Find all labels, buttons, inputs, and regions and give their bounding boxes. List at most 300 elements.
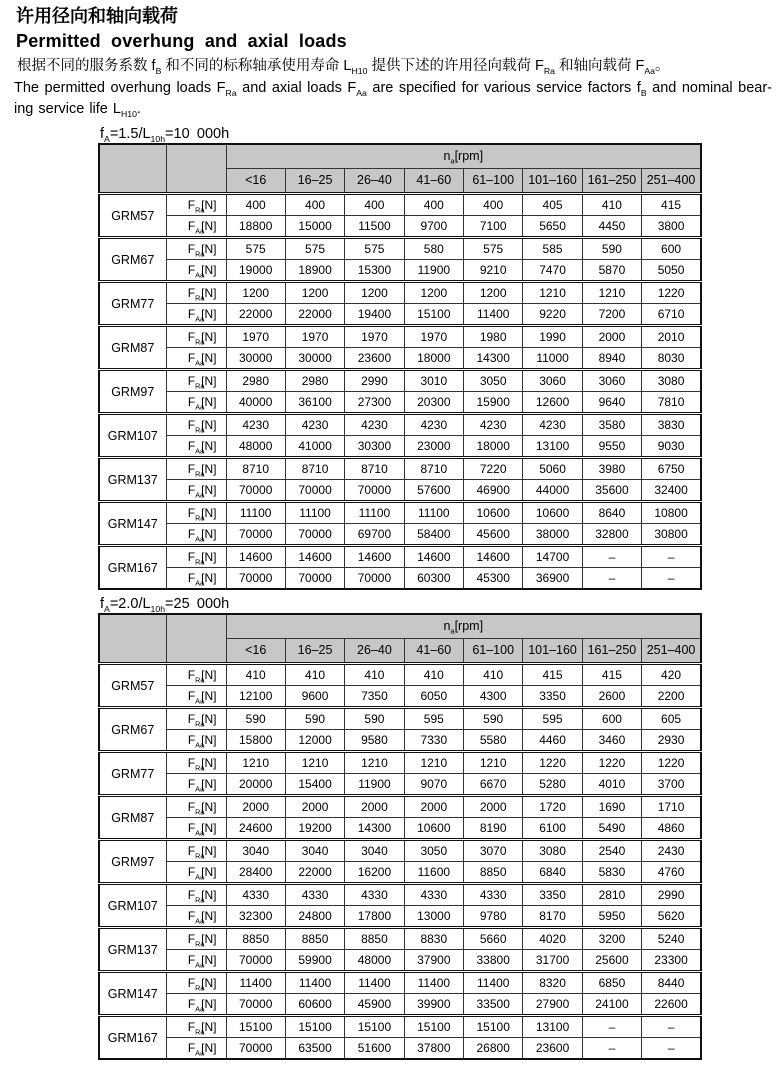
subscript: Ra <box>195 719 205 729</box>
force-unit-label: [N] <box>201 800 217 814</box>
subscript: Ra <box>543 65 555 76</box>
model-cell: GRM87 <box>99 796 166 840</box>
value-cell: 10600 <box>523 502 582 524</box>
intro-paragraph-en-line2: ing service life $L_{H10}$. <box>14 101 141 119</box>
subscript: H10 <box>120 108 137 119</box>
force-unit-label: [N] <box>201 351 217 365</box>
table-head <box>99 144 701 194</box>
force-symbol: $F_{Aa}$ <box>187 777 205 794</box>
value-cell: 22000 <box>285 304 344 326</box>
value-cell: 11400 <box>285 972 344 994</box>
table-row <box>99 950 701 972</box>
table-row <box>99 884 701 906</box>
force-unit-label: [N] <box>201 909 217 923</box>
value-cell: 18800 <box>226 216 285 238</box>
value-cell: 3580 <box>582 414 641 436</box>
table-row <box>99 972 701 994</box>
value-cell: 18000 <box>464 436 523 458</box>
force-unit-label: [N] <box>201 439 217 453</box>
value-cell: 18900 <box>285 260 344 282</box>
value-cell: 59900 <box>285 950 344 972</box>
value-cell: 51600 <box>345 1038 404 1060</box>
value-cell: 7470 <box>523 260 582 282</box>
subscript: Aa <box>195 916 205 926</box>
header-row-top <box>99 614 701 639</box>
value-cell: 15000 <box>285 216 344 238</box>
subscript: Ra <box>195 469 205 479</box>
subscript: Aa <box>195 578 205 588</box>
table-row <box>99 568 701 590</box>
value-cell: 6670 <box>464 774 523 796</box>
value-cell: 15100 <box>226 1016 285 1038</box>
value-cell: 400 <box>285 194 344 216</box>
value-cell: 400 <box>464 194 523 216</box>
force-label-cell <box>166 502 226 524</box>
value-cell: 9580 <box>345 730 404 752</box>
table-row <box>99 216 701 238</box>
subscript: Ra <box>195 851 205 861</box>
value-cell: 44000 <box>523 480 582 502</box>
force-symbol: $F_{Ra}$ <box>187 844 205 861</box>
subscript: Ra <box>195 425 205 435</box>
value-cell: 11900 <box>404 260 463 282</box>
subscript: Ra <box>195 249 205 259</box>
force-unit-label: [N] <box>201 198 217 212</box>
value-cell: 13100 <box>523 436 582 458</box>
value-cell: 3010 <box>404 370 463 392</box>
value-cell: 8710 <box>404 458 463 480</box>
value-cell: 4230 <box>226 414 285 436</box>
value-cell: 5060 <box>523 458 582 480</box>
speed-range-cell: 101–160 <box>523 169 582 194</box>
page-title-en: Permitted overhung and axial loads <box>16 31 347 51</box>
subscript: Ra <box>195 939 205 949</box>
subscript: Aa <box>195 358 205 368</box>
table-body <box>99 664 701 1060</box>
value-cell: 3800 <box>642 216 701 238</box>
value-cell: 33800 <box>464 950 523 972</box>
value-cell: 7330 <box>404 730 463 752</box>
force-label-cell <box>166 840 226 862</box>
value-cell: 6710 <box>642 304 701 326</box>
table-row <box>99 392 701 414</box>
force-unit-label: [N] <box>201 374 217 388</box>
subscript: Ra <box>195 675 205 685</box>
value-cell: 70000 <box>285 524 344 546</box>
value-cell: 24100 <box>582 994 641 1016</box>
subscript: Ra <box>195 763 205 773</box>
value-cell: 8190 <box>464 818 523 840</box>
value-cell: 4760 <box>642 862 701 884</box>
value-cell: 70000 <box>226 994 285 1016</box>
value-cell: 8830 <box>404 928 463 950</box>
value-cell: 5490 <box>582 818 641 840</box>
subscript: Aa <box>195 960 205 970</box>
force-symbol: $F_{Ra}$ <box>187 550 205 567</box>
table-row <box>99 994 701 1016</box>
value-cell: 30800 <box>642 524 701 546</box>
model-cell: GRM97 <box>99 840 166 884</box>
value-cell: 3060 <box>523 370 582 392</box>
subscript: Aa <box>195 740 205 750</box>
value-cell: 8640 <box>582 502 641 524</box>
force-symbol: $F_{Aa}$ <box>187 1041 205 1058</box>
value-cell: 410 <box>464 664 523 686</box>
force-symbol: $F_{Ra}$ <box>187 888 205 905</box>
force-label-cell <box>166 524 226 546</box>
value-cell: 8710 <box>285 458 344 480</box>
table-row <box>99 774 701 796</box>
value-cell: 30000 <box>285 348 344 370</box>
value-cell: 5240 <box>642 928 701 950</box>
value-cell: 11400 <box>404 972 463 994</box>
force-unit-label: [N] <box>201 418 217 432</box>
force-unit-label: [N] <box>201 777 217 791</box>
value-cell: 23000 <box>404 436 463 458</box>
model-cell: GRM167 <box>99 1016 166 1060</box>
force-unit-label: [N] <box>201 242 217 256</box>
intro-paragraph-zh: 根据不同的服务系数 $f_B$ 和不同的标称轴承使用寿命 $L_{H10}$ 提供下述的许用径向载荷 $F_{Ra}$ 和轴向载荷 $F_{Aa}$。 <box>17 58 670 76</box>
force-unit-label: [N] <box>201 821 217 835</box>
value-cell: 1970 <box>345 326 404 348</box>
value-cell: 7200 <box>582 304 641 326</box>
value-cell: 30000 <box>226 348 285 370</box>
table-row <box>99 546 701 568</box>
value-cell: 2600 <box>582 686 641 708</box>
value-cell: 2430 <box>642 840 701 862</box>
value-cell: 8710 <box>226 458 285 480</box>
value-cell: 585 <box>523 238 582 260</box>
value-cell: 37900 <box>404 950 463 972</box>
value-cell: 1710 <box>642 796 701 818</box>
value-cell: 575 <box>285 238 344 260</box>
value-cell: 2000 <box>464 796 523 818</box>
value-cell: 9700 <box>404 216 463 238</box>
force-unit-label: [N] <box>201 865 217 879</box>
value-cell: 7220 <box>464 458 523 480</box>
value-cell: 4330 <box>285 884 344 906</box>
table-row <box>99 238 701 260</box>
force-symbol: $F_{Aa}$ <box>187 219 205 236</box>
value-cell: 14600 <box>226 546 285 568</box>
value-cell: 19000 <box>226 260 285 282</box>
value-cell: 4230 <box>523 414 582 436</box>
value-cell: 1720 <box>523 796 582 818</box>
value-cell: 580 <box>404 238 463 260</box>
subscript: Ra <box>195 807 205 817</box>
subscript: Aa <box>195 270 205 280</box>
value-cell: 24800 <box>285 906 344 928</box>
speed-header-cell: $n_a[rpm]$ <box>226 614 701 639</box>
value-cell: 20300 <box>404 392 463 414</box>
subscript: Ra <box>195 381 205 391</box>
subscript: Aa <box>195 226 205 236</box>
value-cell: 410 <box>285 664 344 686</box>
table-row <box>99 686 701 708</box>
header-row-top <box>99 144 701 169</box>
value-cell: 5950 <box>582 906 641 928</box>
value-cell: 15300 <box>345 260 404 282</box>
value-cell: 70000 <box>226 950 285 972</box>
value-cell: 12600 <box>523 392 582 414</box>
force-unit-label: [N] <box>201 527 217 541</box>
value-cell: – <box>642 546 701 568</box>
value-cell: 6850 <box>582 972 641 994</box>
model-cell: GRM67 <box>99 238 166 282</box>
value-cell: 40000 <box>226 392 285 414</box>
model-cell: GRM137 <box>99 928 166 972</box>
force-symbol: $F_{Ra}$ <box>187 286 205 303</box>
value-cell: 4330 <box>345 884 404 906</box>
force-label-cell <box>166 862 226 884</box>
value-cell: 3460 <box>582 730 641 752</box>
table-row <box>99 752 701 774</box>
value-cell: 1220 <box>523 752 582 774</box>
table-corner-cell <box>166 144 226 194</box>
value-cell: 405 <box>523 194 582 216</box>
value-cell: 4230 <box>285 414 344 436</box>
force-unit-label: [N] <box>201 219 217 233</box>
value-cell: 19200 <box>285 818 344 840</box>
value-cell: 14600 <box>345 546 404 568</box>
model-cell: GRM107 <box>99 884 166 928</box>
table-row <box>99 840 701 862</box>
value-cell: 11000 <box>523 348 582 370</box>
table-row <box>99 458 701 480</box>
speed-range-cell: 161–250 <box>582 639 641 664</box>
table-row <box>99 260 701 282</box>
value-cell: 5620 <box>642 906 701 928</box>
force-unit-label: [N] <box>201 932 217 946</box>
value-cell: 2810 <box>582 884 641 906</box>
page-title-zh: 许用径向和轴向载荷 <box>16 6 178 26</box>
value-cell: 5660 <box>464 928 523 950</box>
force-label-cell <box>166 752 226 774</box>
value-cell: 37800 <box>404 1038 463 1060</box>
value-cell: 11100 <box>345 502 404 524</box>
speed-range-cell: 41–60 <box>404 169 463 194</box>
model-cell: GRM137 <box>99 458 166 502</box>
value-cell: 600 <box>642 238 701 260</box>
value-cell: 5870 <box>582 260 641 282</box>
force-unit-label: [N] <box>201 550 217 564</box>
table-row <box>99 502 701 524</box>
table-row <box>99 480 701 502</box>
value-cell: 3200 <box>582 928 641 950</box>
subscript: Aa <box>195 1004 205 1014</box>
value-cell: 11100 <box>285 502 344 524</box>
value-cell: 4230 <box>345 414 404 436</box>
force-label-cell <box>166 686 226 708</box>
model-cell: GRM87 <box>99 326 166 370</box>
subscript: 10h <box>150 603 166 614</box>
value-cell: 5050 <box>642 260 701 282</box>
subscript: B <box>155 65 162 76</box>
value-cell: – <box>642 1038 701 1060</box>
value-cell: 3080 <box>523 840 582 862</box>
value-cell: 28400 <box>226 862 285 884</box>
table-body <box>99 194 701 590</box>
value-cell: 4860 <box>642 818 701 840</box>
value-cell: 3980 <box>582 458 641 480</box>
value-cell: 4300 <box>464 686 523 708</box>
table-corner-cell <box>99 144 166 194</box>
value-cell: 8030 <box>642 348 701 370</box>
value-cell: 3350 <box>523 884 582 906</box>
value-cell: 4230 <box>464 414 523 436</box>
subscript: Aa <box>644 65 656 76</box>
value-cell: 8850 <box>464 862 523 884</box>
value-cell: 22000 <box>285 862 344 884</box>
value-cell: 6100 <box>523 818 582 840</box>
force-label-cell <box>166 774 226 796</box>
model-cell: GRM107 <box>99 414 166 458</box>
value-cell: 11400 <box>464 304 523 326</box>
value-cell: 32800 <box>582 524 641 546</box>
value-cell: 2000 <box>404 796 463 818</box>
value-cell: 5830 <box>582 862 641 884</box>
value-cell: 41000 <box>285 436 344 458</box>
value-cell: 15900 <box>464 392 523 414</box>
force-symbol: $F_{Ra}$ <box>187 506 205 523</box>
load-table <box>98 613 702 1060</box>
value-cell: 36100 <box>285 392 344 414</box>
value-cell: 11100 <box>226 502 285 524</box>
value-cell: 8850 <box>285 928 344 950</box>
value-cell: 13000 <box>404 906 463 928</box>
speed-range-cell: 26–40 <box>345 639 404 664</box>
subscript: Aa <box>195 828 205 838</box>
force-label-cell <box>166 796 226 818</box>
value-cell: 25600 <box>582 950 641 972</box>
force-symbol: $F_{Aa}$ <box>187 263 205 280</box>
subscript: Ra <box>195 557 205 567</box>
force-symbol: $F_{Ra}$ <box>187 198 205 215</box>
value-cell: 8440 <box>642 972 701 994</box>
load-table-section-1 <box>98 126 780 590</box>
force-label-cell <box>166 392 226 414</box>
value-cell: 1210 <box>464 752 523 774</box>
subscript: Ra <box>195 895 205 905</box>
subscript: A <box>104 133 110 144</box>
force-unit-label: [N] <box>201 668 217 682</box>
value-cell: 1220 <box>642 282 701 304</box>
speed-range-cell: 16–25 <box>285 639 344 664</box>
force-symbol: $F_{Aa}$ <box>187 307 205 324</box>
force-label-cell <box>166 950 226 972</box>
value-cell: 575 <box>464 238 523 260</box>
force-label-cell <box>166 370 226 392</box>
table-head <box>99 614 701 664</box>
value-cell: 12100 <box>226 686 285 708</box>
force-symbol: $F_{Aa}$ <box>187 571 205 588</box>
force-unit-label: [N] <box>201 997 217 1011</box>
table-row <box>99 194 701 216</box>
speed-range-cell: 251–400 <box>642 639 701 664</box>
force-symbol: $F_{Aa}$ <box>187 395 205 412</box>
value-cell: 30300 <box>345 436 404 458</box>
value-cell: 410 <box>345 664 404 686</box>
value-cell: 590 <box>345 708 404 730</box>
value-cell: 8850 <box>226 928 285 950</box>
model-cell: GRM57 <box>99 194 166 238</box>
value-cell: 45900 <box>345 994 404 1016</box>
subscript: H10 <box>351 65 368 76</box>
value-cell: 11400 <box>345 972 404 994</box>
force-symbol: $F_{Ra}$ <box>187 668 205 685</box>
value-cell: 45600 <box>464 524 523 546</box>
value-cell: 11400 <box>464 972 523 994</box>
value-cell: 590 <box>464 708 523 730</box>
value-cell: 15100 <box>404 304 463 326</box>
subscript: Aa <box>356 87 367 98</box>
value-cell: 1210 <box>404 752 463 774</box>
value-cell: 9550 <box>582 436 641 458</box>
force-symbol: $F_{Aa}$ <box>187 483 205 500</box>
value-cell: 35600 <box>582 480 641 502</box>
table-caption-1: $f_A=1.5/L_{10h}=10$ 000h <box>100 126 230 144</box>
value-cell: 63500 <box>285 1038 344 1060</box>
value-cell: 1200 <box>285 282 344 304</box>
value-cell: 15100 <box>404 1016 463 1038</box>
value-cell: 46900 <box>464 480 523 502</box>
speed-range-cell: 16–25 <box>285 169 344 194</box>
value-cell: 1200 <box>464 282 523 304</box>
force-label-cell <box>166 664 226 686</box>
force-symbol: $F_{Aa}$ <box>187 997 205 1014</box>
value-cell: 1210 <box>582 282 641 304</box>
model-cell: GRM57 <box>99 664 166 708</box>
value-cell: 7100 <box>464 216 523 238</box>
value-cell: 2990 <box>345 370 404 392</box>
subscript: Aa <box>195 1048 205 1058</box>
table-row <box>99 304 701 326</box>
speed-range-cell: 161–250 <box>582 169 641 194</box>
force-symbol: $F_{Ra}$ <box>187 1020 205 1037</box>
value-cell: 590 <box>226 708 285 730</box>
force-symbol: $F_{Ra}$ <box>187 330 205 347</box>
value-cell: 22600 <box>642 994 701 1016</box>
force-label-cell <box>166 436 226 458</box>
force-label-cell <box>166 818 226 840</box>
force-unit-label: [N] <box>201 953 217 967</box>
force-symbol: $F_{Aa}$ <box>187 821 205 838</box>
value-cell: 2930 <box>642 730 701 752</box>
value-cell: 32400 <box>642 480 701 502</box>
force-unit-label: [N] <box>201 307 217 321</box>
value-cell: 4010 <box>582 774 641 796</box>
value-cell: 10800 <box>642 502 701 524</box>
value-cell: 1210 <box>226 752 285 774</box>
force-symbol: $F_{Ra}$ <box>187 756 205 773</box>
value-cell: 6750 <box>642 458 701 480</box>
force-unit-label: [N] <box>201 462 217 476</box>
value-cell: 3700 <box>642 774 701 796</box>
value-cell: 48000 <box>226 436 285 458</box>
value-cell: 410 <box>226 664 285 686</box>
value-cell: 9070 <box>404 774 463 796</box>
value-cell: 11100 <box>404 502 463 524</box>
force-unit-label: [N] <box>201 733 217 747</box>
model-cell: GRM77 <box>99 282 166 326</box>
force-unit-label: [N] <box>201 571 217 585</box>
value-cell: 8940 <box>582 348 641 370</box>
load-table <box>98 143 702 590</box>
force-symbol: $F_{Aa}$ <box>187 439 205 456</box>
force-symbol: $F_{Aa}$ <box>187 909 205 926</box>
value-cell: 10600 <box>464 502 523 524</box>
value-cell: 5280 <box>523 774 582 796</box>
